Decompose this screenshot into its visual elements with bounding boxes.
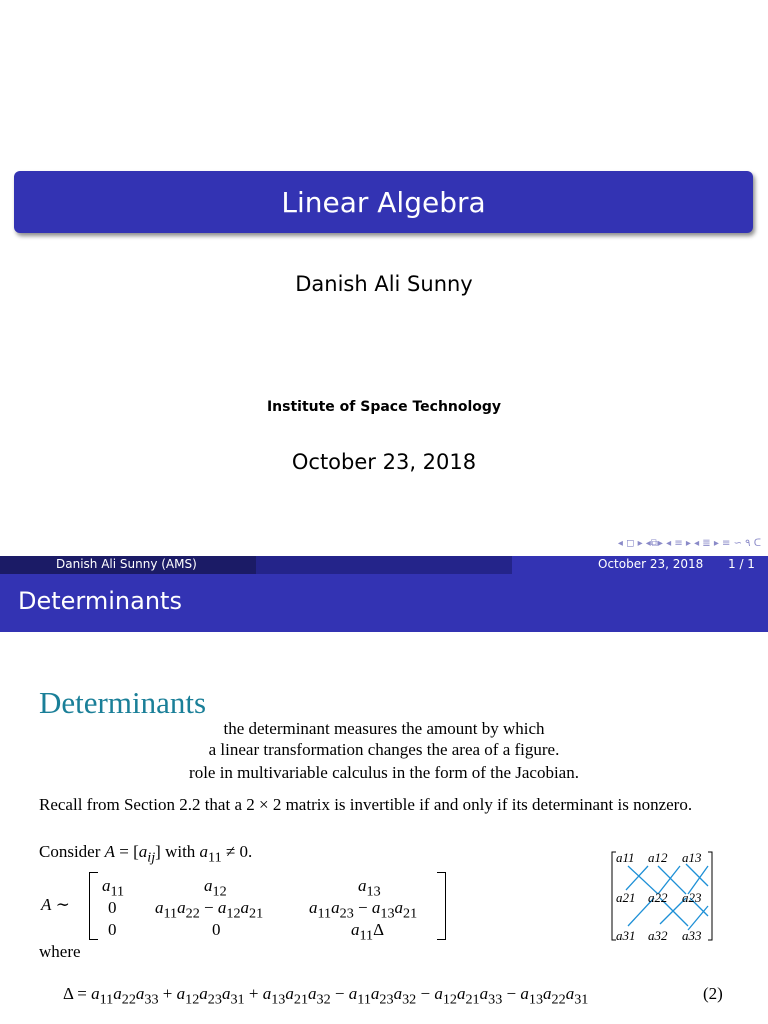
matrix-entry: 0: [108, 898, 117, 917]
presentation-date: October 23, 2018: [291, 450, 477, 474]
matrix-entry: 0: [212, 920, 221, 939]
sarrus-entry: a21: [616, 890, 636, 905]
title-banner: [14, 171, 753, 233]
footer-author: Danish Ali Sunny (AMS): [56, 557, 197, 571]
matrix-right-bracket: [437, 872, 446, 940]
intro-line-1: the determinant measures the amount by which: [223, 719, 545, 738]
matrix-entry: 0: [108, 920, 117, 939]
equation-number: (2): [703, 984, 723, 1003]
intro-line-2: a linear transformation changes the area of a figure.: [208, 740, 560, 759]
slide-content: [0, 632, 768, 1024]
sarrus-rule-diagram: [610, 846, 720, 946]
matrix-left-bracket: [89, 872, 98, 940]
sarrus-entry: a22: [648, 890, 668, 905]
author-name: Danish Ali Sunny: [295, 272, 473, 296]
slide-footer: [0, 556, 768, 574]
presentation-title: Linear Algebra: [281, 185, 486, 219]
matrix-entry: $a_{11}a_{23} - a_{13}a_{21}$: [309, 898, 418, 922]
beamer-navigation-icons[interactable]: ◂ ◻ ▸ ◂⧉▸ ◂ ≡ ▸ ◂ ≣ ▸ ≡ ∽ ۹ ᑕ: [617, 538, 762, 549]
recall-paragraph: Recall from Section 2.2 that a 2 × 2 matrix is invertible if and only if its determinant is nonzero.: [39, 795, 693, 814]
sarrus-entry: a13: [682, 850, 702, 865]
institute-name: Institute of Space Technology: [266, 399, 502, 415]
matrix-entry: $a_{13}$: [358, 876, 381, 900]
matrix-entry: $a_{12}$: [204, 876, 227, 900]
matrix-entry: $a_{11}\Delta$: [351, 920, 385, 944]
sarrus-entry: a31: [616, 928, 636, 943]
sarrus-entry: a12: [648, 850, 668, 865]
frame-title: Determinants: [18, 587, 182, 615]
footer-page-number: 1 / 1: [728, 557, 755, 571]
section-heading: Determinants: [39, 685, 207, 720]
matrix-entry: $a_{11}a_{22} - a_{12}a_{21}$: [155, 898, 264, 922]
matrix-entry: $a_{11}$: [102, 876, 125, 900]
sarrus-entry: a23: [682, 890, 702, 905]
consider-line: Consider $A = [a_{ij}]$ with $a_{11} \ne 0$.: [39, 842, 253, 866]
sarrus-entry: a33: [682, 928, 702, 943]
where-label: where: [39, 942, 81, 961]
sarrus-entry: a11: [616, 850, 635, 865]
intro-line-3: role in multivariable calculus in the form of the Jacobian.: [189, 763, 579, 782]
determinant-equation: $\Delta = a_{11}a_{22}a_{33} + a_{12}a_{23}a_{31} + a_{13}a_{21}a_{32} - a_{11}a_{23}a_{32} - a_{12}a_{21}a_{33} - a_{13}a_{22}a_{31}$: [63, 984, 589, 1008]
sarrus-entry: a32: [648, 928, 668, 943]
frame-title-bar: [0, 574, 768, 632]
matrix-lhs: A ∼: [41, 895, 70, 914]
footer-date: October 23, 2018: [598, 557, 704, 571]
